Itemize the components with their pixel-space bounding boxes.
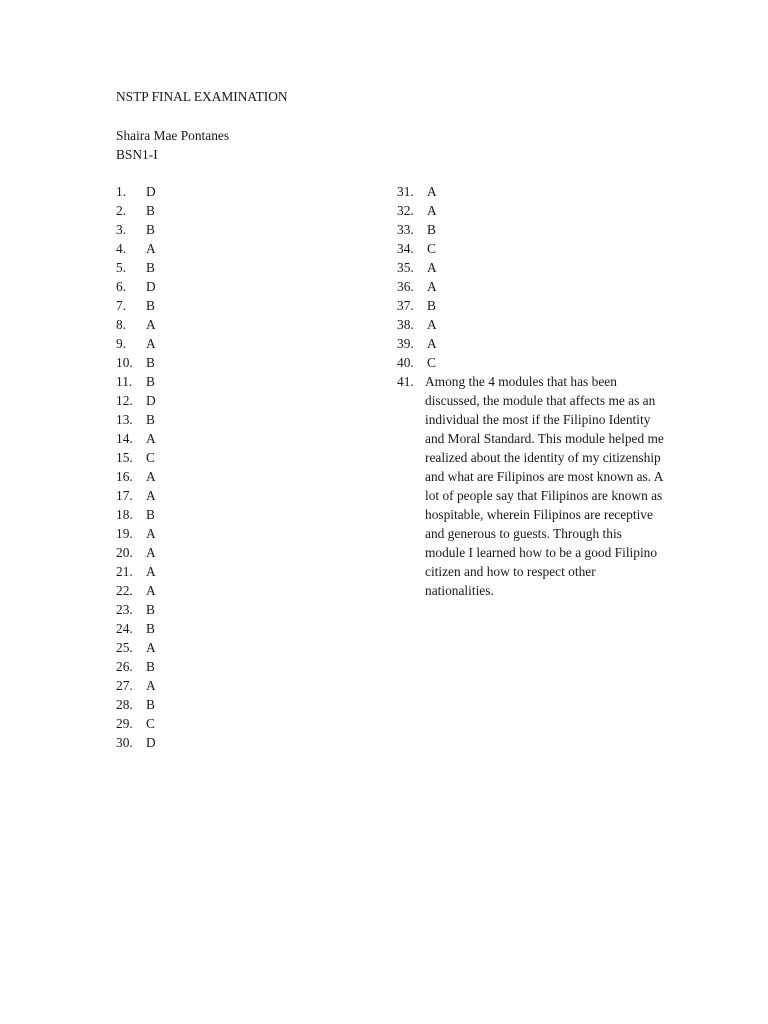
answer-number: 15. — [116, 450, 133, 465]
answer-letter: B — [146, 412, 155, 427]
answer-number: 34. — [397, 241, 414, 256]
answer-letter: B — [146, 507, 155, 522]
answer-row — [116, 334, 366, 353]
answer-number: 8. — [116, 317, 127, 332]
answer-number: 32. — [397, 203, 414, 218]
answer-letter: A — [427, 279, 437, 294]
answer-number: 35. — [397, 260, 414, 275]
answer-number: 1. — [116, 184, 127, 199]
answer-number: 37. — [397, 298, 414, 313]
answer-row — [116, 619, 366, 638]
document-title: NSTP FINAL EXAMINATION — [116, 89, 288, 104]
answer-number: 30. — [116, 735, 133, 750]
answer-letter: A — [146, 469, 156, 484]
answer-row — [116, 581, 366, 600]
answer-letter: B — [146, 203, 155, 218]
answer-number: 29. — [116, 716, 133, 731]
student-info — [116, 126, 229, 164]
answer-number: 40. — [397, 355, 414, 370]
answer-row — [116, 391, 366, 410]
answer-letter: B — [146, 355, 155, 370]
answer-letter: A — [146, 431, 156, 446]
answer-letter: D — [146, 735, 156, 750]
answer-number: 22. — [116, 583, 133, 598]
answer-row — [397, 220, 667, 239]
answers-column-right — [397, 182, 667, 600]
answer-row — [116, 695, 366, 714]
answer-number: 25. — [116, 640, 133, 655]
answer-letter: B — [146, 697, 155, 712]
answer-number: 2. — [116, 203, 127, 218]
answer-row — [116, 296, 366, 315]
answer-letter: A — [146, 336, 156, 351]
answer-row — [397, 182, 667, 201]
answer-number: 18. — [116, 507, 133, 522]
student-section: BSN1-I — [116, 147, 158, 162]
answer-row — [116, 543, 366, 562]
answer-letter: A — [146, 317, 156, 332]
answers-column-left — [116, 182, 366, 752]
answer-number: 21. — [116, 564, 133, 579]
answer-number: 9. — [116, 336, 127, 351]
answer-number: 13. — [116, 412, 133, 427]
answer-letter: A — [427, 260, 437, 275]
answer-row — [116, 372, 366, 391]
answer-letter: B — [146, 621, 155, 636]
answer-row — [116, 258, 366, 277]
answer-number: 5. — [116, 260, 127, 275]
answer-number: 6. — [116, 279, 127, 294]
answer-row — [397, 353, 667, 372]
answer-letter: B — [146, 298, 155, 313]
answer-row — [116, 239, 366, 258]
answer-row — [116, 733, 366, 752]
answer-letter: B — [146, 602, 155, 617]
answer-row — [116, 429, 366, 448]
answer-number: 20. — [116, 545, 133, 560]
answer-number: 27. — [116, 678, 133, 693]
answer-letter: D — [146, 184, 156, 199]
answer-letter: D — [146, 279, 156, 294]
answer-letter: D — [146, 393, 156, 408]
answer-number: 19. — [116, 526, 133, 541]
answer-letter: A — [146, 526, 156, 541]
answer-letter: A — [427, 336, 437, 351]
answer-letter: B — [146, 659, 155, 674]
answer-number: 10. — [116, 355, 133, 370]
answer-letter: B — [146, 260, 155, 275]
answer-row — [116, 638, 366, 657]
answer-letter: A — [146, 583, 156, 598]
answer-row — [116, 524, 366, 543]
answer-row — [116, 676, 366, 695]
answer-letter: A — [427, 317, 437, 332]
answer-row — [116, 201, 366, 220]
answer-row — [116, 315, 366, 334]
answer-row — [397, 296, 667, 315]
answer-row — [397, 277, 667, 296]
answer-row — [116, 277, 366, 296]
answer-row — [116, 410, 366, 429]
answer-letter: A — [146, 241, 156, 256]
answer-row — [116, 505, 366, 524]
answer-row — [397, 315, 667, 334]
answer-row — [397, 334, 667, 353]
answer-row — [116, 353, 366, 372]
answer-number: 16. — [116, 469, 133, 484]
answer-number: 17. — [116, 488, 133, 503]
answer-number: 11. — [116, 374, 133, 389]
answer-row — [116, 467, 366, 486]
answer-number: 14. — [116, 431, 133, 446]
answer-number: 39. — [397, 336, 414, 351]
answer-number: 31. — [397, 184, 414, 199]
answer-letter: C — [146, 450, 155, 465]
answer-letter: C — [427, 355, 436, 370]
answer-number: 12. — [116, 393, 133, 408]
answer-number: 24. — [116, 621, 133, 636]
answer-letter: A — [427, 184, 437, 199]
answer-letter: A — [146, 678, 156, 693]
answer-row — [116, 182, 366, 201]
answer-letter: A — [146, 488, 156, 503]
answer-letter: A — [146, 564, 156, 579]
answer-row — [116, 714, 366, 733]
answer-row — [116, 220, 366, 239]
answer-number: 28. — [116, 697, 133, 712]
answer-row — [116, 486, 366, 505]
answer-number: 3. — [116, 222, 127, 237]
student-name: Shaira Mae Pontanes — [116, 128, 230, 143]
answer-letter: A — [146, 640, 156, 655]
answer-row — [116, 562, 366, 581]
essay-text: Among the 4 modules that has been discussed, the module that affects me as an individual the most if the Filipino Identity and Moral Standard. This module helped me realized about the identity of my citizenship and what are Filipinos are most known as. A lot of people say that Filipinos are known as hospitable, wherein Filipinos are receptive and generous to guests. Through this module I learned how to be a good Filipino citizen and how to respect other nationalities. — [425, 374, 664, 598]
answer-number: 23. — [116, 602, 133, 617]
answer-row — [116, 600, 366, 619]
answer-letter: C — [427, 241, 436, 256]
answer-number: 4. — [116, 241, 127, 256]
answer-row — [397, 201, 667, 220]
answer-number: 38. — [397, 317, 414, 332]
essay-answer — [397, 372, 667, 600]
answer-row — [116, 448, 366, 467]
answer-letter: B — [427, 222, 436, 237]
answer-letter: A — [146, 545, 156, 560]
answer-letter: B — [146, 222, 155, 237]
answer-letter: C — [146, 716, 155, 731]
essay-number: 41. — [397, 374, 414, 389]
answer-row — [397, 239, 667, 258]
answer-number: 36. — [397, 279, 414, 294]
answer-letter: A — [427, 203, 437, 218]
answer-letter: B — [427, 298, 436, 313]
answer-row — [116, 657, 366, 676]
answer-number: 7. — [116, 298, 127, 313]
answer-number: 26. — [116, 659, 133, 674]
answer-row — [397, 258, 667, 277]
answer-number: 33. — [397, 222, 414, 237]
answer-letter: B — [146, 374, 155, 389]
